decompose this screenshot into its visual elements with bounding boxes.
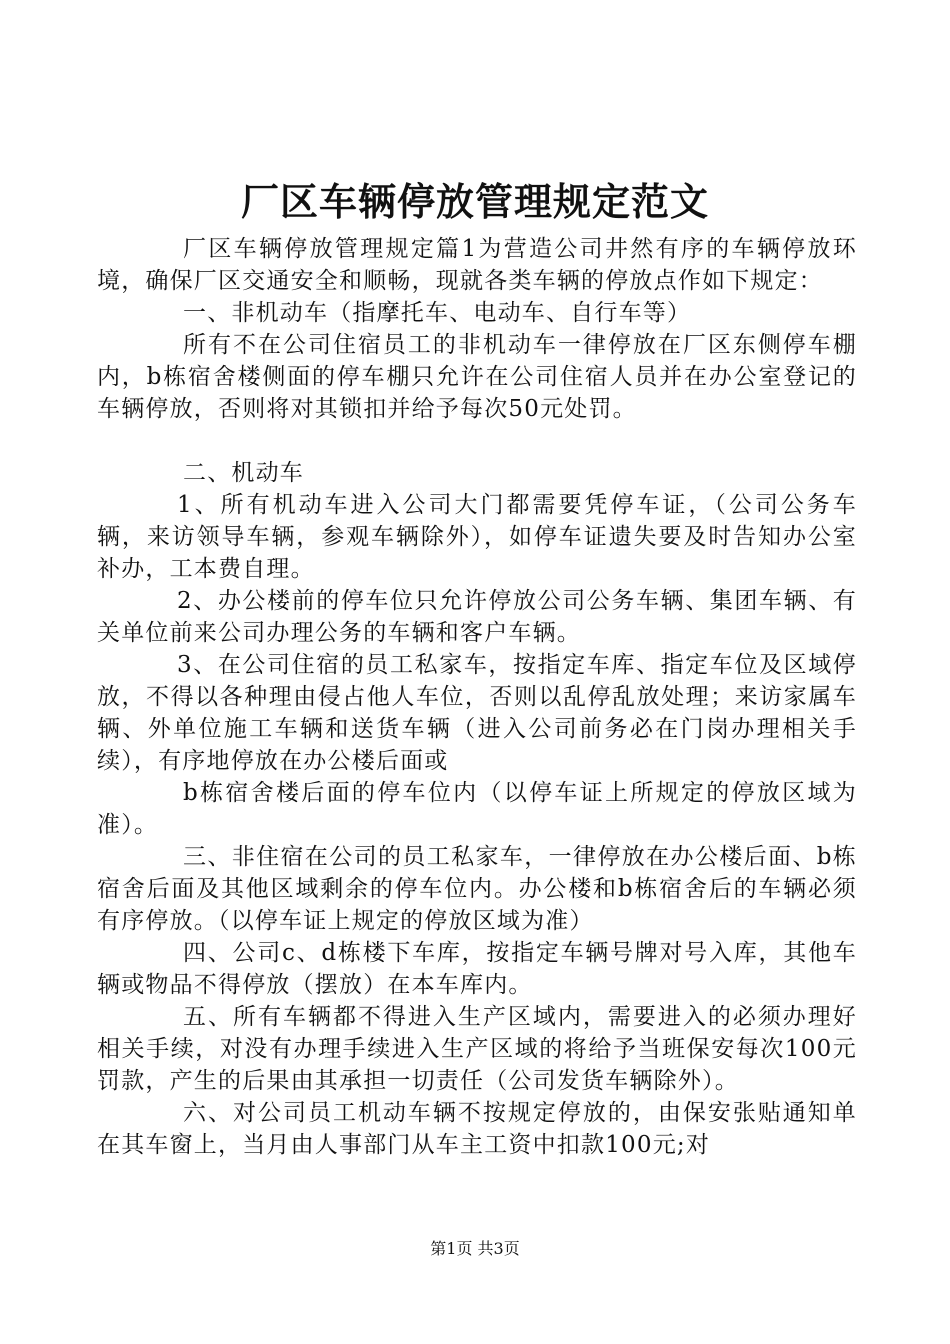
paragraph-rule-3: 3、在公司住宿的员工私家车，按指定车库、指定车位及区域停放，不得以各种理由侵占他人车位，否则以乱停乱放处理；来访家属车辆、外单位施工车辆和送货车辆（进入公司前务必在门岗办理相关手续），有序地停放在办公楼后面或: [97, 652, 857, 774]
paragraph-non-motor-rule: 所有不在公司住宿员工的非机动车一律停放在厂区东侧停车棚内，b栋宿舍楼侧面的停车棚只允许在公司住宿人员并在办公室登记的车辆停放，否则将对其锁扣并给予每次50元处罚。: [97, 332, 857, 422]
paragraph-section-4: 四、公司c、d栋楼下车库，按指定车辆号牌对号入库，其他车辆或物品不得停放（摆放）在本车库内。: [97, 940, 857, 998]
section-heading-non-motor: 一、非机动车（指摩托车、电动车、自行车等）: [183, 300, 692, 326]
page-number-footer: 第1页 共3页: [430, 1239, 520, 1258]
document-body: [97, 233, 857, 1161]
paragraph-section-3: 三、非住宿在公司的员工私家车，一律停放在办公楼后面、b栋宿舍后面及其他区域剩余的停车位内。办公楼和b栋宿舍后的车辆必须有序停放。（以停车证上规定的停放区域为准）: [97, 844, 857, 934]
paragraph-section-6: 六、对公司员工机动车辆不按规定停放的，由保安张贴通知单在其车窗上，当月由人事部门从车主工资中扣款100元;对: [97, 1100, 857, 1158]
paragraph-rule-1: 1、所有机动车进入公司大门都需要凭停车证，（公司公务车辆，来访领导车辆，参观车辆除外），如停车证遗失要及时告知办公室补办，工本费自理。: [97, 492, 857, 582]
section-heading-motor: 二、机动车: [183, 460, 304, 486]
paragraph-section-5: 五、所有车辆都不得进入生产区域内，需要进入的必须办理好相关手续，对没有办理手续进入生产区域的将给予当班保安每次100元罚款，产生的后果由其承担一切责任（公司发货车辆除外）。: [97, 1004, 857, 1094]
paragraph-rule-3-continued: b栋宿舍楼后面的停车位内（以停车证上所规定的停放区域为准）。: [97, 780, 857, 838]
paragraph-intro: 厂区车辆停放管理规定篇1为营造公司井然有序的车辆停放环境，确保厂区交通安全和顺畅，现就各类车辆的停放点作如下规定：: [97, 236, 857, 294]
paragraph-rule-2: 2、办公楼前的停车位只允许停放公司公务车辆、集团车辆、有关单位前来公司办理公务的车辆和客户车辆。: [97, 588, 857, 646]
paragraph-gap: [97, 425, 857, 457]
document-title: 厂区车辆停放管理规定范文: [240, 179, 709, 224]
